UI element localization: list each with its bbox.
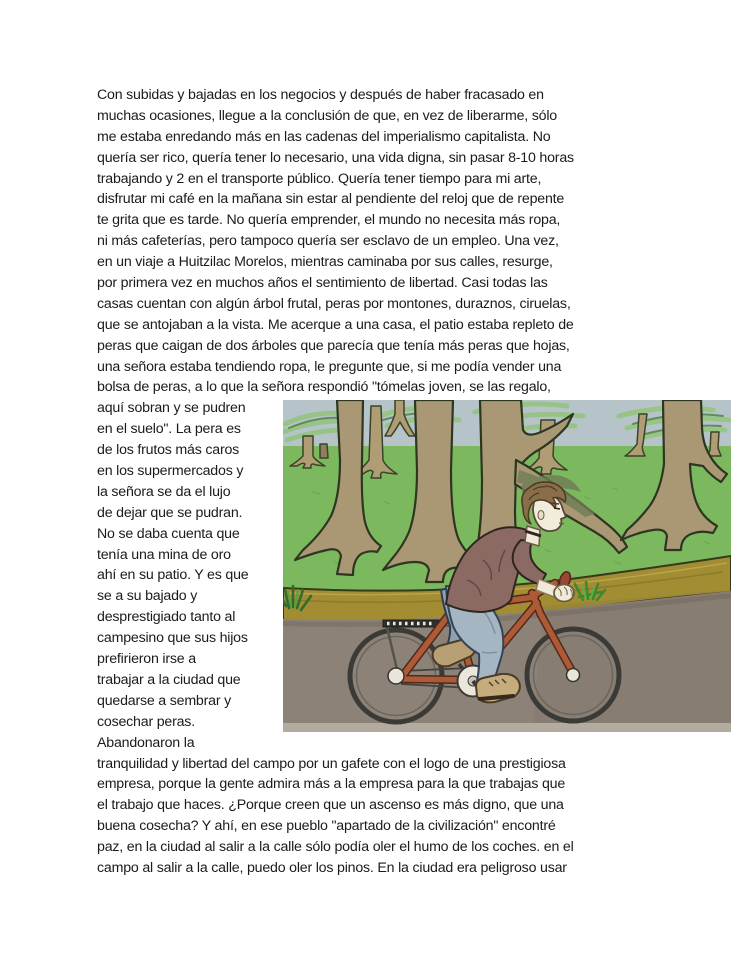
ear xyxy=(538,511,544,520)
text-line: ahí en su patio. Y es que xyxy=(97,567,249,584)
text-line: trabajando y 2 en el transporte público. Quería tener tiempo para mi arte, xyxy=(97,170,542,187)
text-line: casas cuentan con algún árbol frutal, peras por montones, duraznos, ciruelas, xyxy=(97,295,571,312)
illustration-canvas xyxy=(283,400,731,732)
text-line: disfrutar mi café en la mañana sin estar al pendiente del reloj que de repente xyxy=(97,191,565,208)
text-line: empresa, porque la gente admira más a la empresa para la que trabajas que xyxy=(97,776,566,793)
text-line: peras que caigan de dos árboles que parecía que tenía más peras que hojas, xyxy=(97,337,570,354)
text-line: campesino que sus hijos xyxy=(97,630,248,647)
eyebrow xyxy=(551,503,559,504)
text-line: prefirieron irse a xyxy=(97,651,196,668)
text-line: paz, en la ciudad al salir a la calle sólo podía oler el humo de los coches. en el xyxy=(97,839,574,856)
text-line: me estaba enredando más en las cadenas del imperialismo capitalista. No xyxy=(97,128,551,145)
text-line: en un viaje a Huitzilac Morelos, mientras caminaba por sus calles, resurge, xyxy=(97,254,553,271)
text-line: que se antojaban a la vista. Me acerque a una casa, el patio estaba repleto de xyxy=(97,316,574,333)
text-line: ni más cafeterías, pero tampoco quería ser esclavo de un empleo. Una vez, xyxy=(97,233,559,250)
text-line: te grita que es tarde. No quería emprender, el mundo no necesita más ropa, xyxy=(97,212,561,229)
text-line: bolsa de peras, a lo que la señora respondió "tómelas joven, se las regalo, xyxy=(97,379,551,396)
cyclist-forest-illustration xyxy=(283,400,731,732)
text-line: cosechar peras. xyxy=(97,713,195,730)
text-line: el trabajo que haces. ¿Porque creen que un ascenso es más digno, que una xyxy=(97,797,564,814)
front-hub xyxy=(567,669,580,682)
rear-hub xyxy=(388,668,404,684)
text-line: por primera vez en muchos años el sentimiento de libertad. Casi todas las xyxy=(97,275,548,292)
text-line: tranquilidad y libertad del campo por un gafete con el logo de una prestigiosa xyxy=(97,755,566,772)
text-line: tenía una mina de oro xyxy=(97,546,231,563)
text-line: de dejar que se pudran. xyxy=(97,504,243,521)
text-line: de los frutos más caros xyxy=(97,442,240,459)
text-line: una señora estaba tendiendo ropa, le pregunte que, si me podía vender una xyxy=(97,358,562,375)
text-line: en los supermercados y xyxy=(97,463,244,480)
text-line: buena cosecha? Y ahí, en ese pueblo "apartado de la civilización" encontré xyxy=(97,818,556,835)
eye xyxy=(554,508,560,509)
text-line: la señora se da el lujo xyxy=(97,483,231,500)
text-line: en el suelo". La pera es xyxy=(97,421,241,438)
text-line: muchas ocasiones, llegue a la conclusión de que, en vez de liberarme, sólo xyxy=(97,107,557,124)
text-line: No se daba cuenta que xyxy=(97,525,240,542)
text-line: Abandonaron la xyxy=(97,734,195,751)
text-line: aquí sobran y se pudren xyxy=(97,400,246,417)
text-line: Con subidas y bajadas en los negocios y después de haber fracasado en xyxy=(97,87,544,103)
text-line: desprestigiado tanto al xyxy=(97,609,236,626)
text-line: quedarse a sembrar y xyxy=(97,692,232,709)
text-line: quería ser rico, quería tener lo necesario, una vida digna, sin pasar 8-10 horas xyxy=(97,149,574,166)
text-line: se a su bajado y xyxy=(97,588,198,605)
text-line: trabajar a la ciudad que xyxy=(97,671,241,688)
text-line: campo al salir a la calle, puedo oler los pinos. En la ciudad era peligroso usar xyxy=(97,859,567,876)
